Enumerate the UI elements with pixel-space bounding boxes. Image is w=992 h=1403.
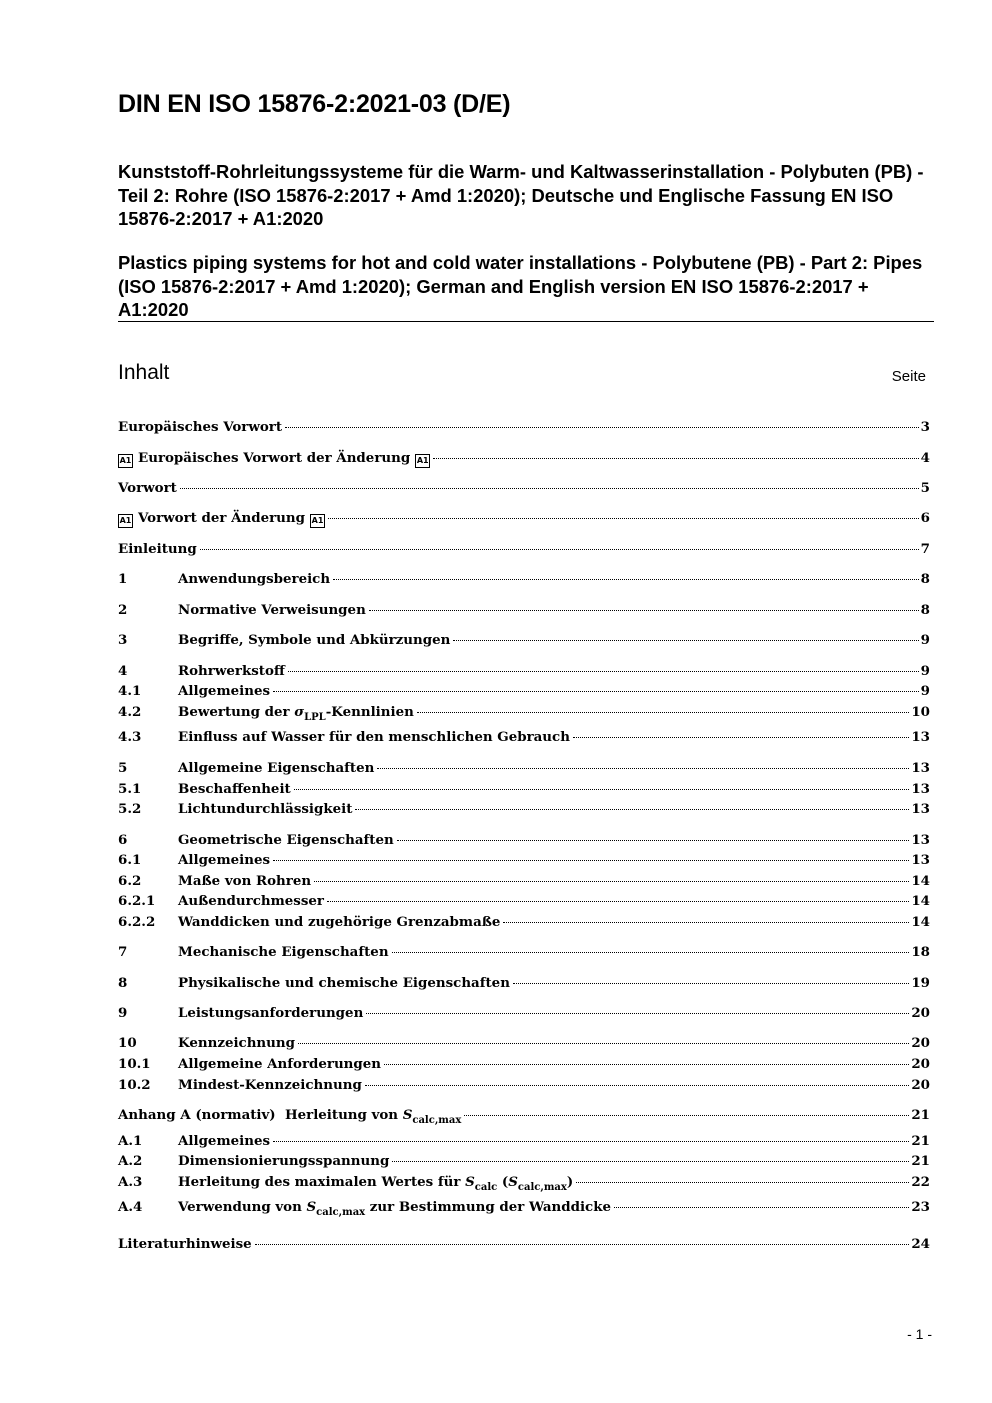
toc-leader-dots [377, 768, 909, 769]
toc-entry-page: 8 [920, 571, 930, 587]
toc-entry-number: 10.1 [118, 1056, 151, 1072]
toc-entry-number: 2 [118, 602, 128, 618]
toc-leader-dots [328, 518, 919, 519]
toc-entry-page: 20 [911, 1056, 930, 1072]
toc-entry-label: Allgemeines [178, 852, 271, 868]
toc-leader-dots [433, 458, 918, 459]
toc-entry-page: 24 [911, 1236, 930, 1252]
toc-entry-number: 5.1 [118, 781, 142, 797]
toc-leader-dots [464, 1115, 909, 1116]
toc-entry-number: 7 [118, 944, 128, 960]
amendment-start-icon: A1 [118, 514, 133, 528]
toc-entry-page: 13 [911, 801, 930, 817]
toc-entry-label: Maße von Rohren [178, 873, 312, 889]
toc-entry-label: Allgemeine Anforderungen [178, 1056, 382, 1072]
toc-entry-page: 22 [911, 1174, 930, 1190]
s-symbol: S [465, 1174, 475, 1190]
toc-entry-number: 1 [118, 571, 128, 587]
toc-entry-page: 20 [911, 1077, 930, 1093]
toc-entry-label: Geometrische Eigenschaften [178, 832, 394, 848]
toc-leader-dots [384, 1064, 909, 1065]
toc-entry-number: A.1 [118, 1133, 143, 1149]
toc-entry-label: Allgemeines [178, 683, 271, 699]
toc-entry-number: 10.2 [118, 1077, 151, 1093]
toc-entry-page: 23 [911, 1199, 930, 1215]
toc-entry-label: Beschaffenheit [178, 781, 291, 797]
toc-leader-dots [273, 1141, 909, 1142]
toc-leader-dots [288, 671, 919, 672]
toc-entry-2[interactable] [118, 599, 930, 621]
toc-leader-dots [513, 983, 909, 984]
amendment-end-icon: A1 [310, 514, 325, 528]
toc-entry-europaeisches-vorwort-aenderung[interactable] [118, 447, 930, 469]
toc-entry-10[interactable] [118, 1032, 930, 1054]
toc-entry-number: 4 [118, 663, 128, 679]
toc-leader-dots [369, 610, 919, 611]
toc-leader-dots [294, 789, 910, 790]
toc-entry-number: 4.1 [118, 683, 142, 699]
toc-leader-dots [327, 901, 909, 902]
toc-entry-7[interactable] [118, 941, 930, 963]
toc-entry-page: 19 [911, 975, 930, 991]
toc-entry-page: 20 [911, 1005, 930, 1021]
toc-entry-label: Außendurchmesser [178, 893, 324, 909]
toc-heading: Inhalt [118, 361, 170, 384]
toc-entry-9[interactable] [118, 1002, 930, 1024]
toc-entry-page: 21 [911, 1107, 930, 1123]
toc-entry-vorwort[interactable] [118, 477, 930, 499]
toc-entry-label: Wanddicken und zugehörige Grenzabmaße [178, 914, 501, 930]
toc-entry-label: Leistungsanforderungen [178, 1005, 364, 1021]
toc-entry-page: 13 [911, 781, 930, 797]
toc-entry-label: Allgemeines [178, 1133, 271, 1149]
toc-entry-1[interactable] [118, 568, 930, 590]
toc-entry-4-1[interactable] [118, 680, 930, 702]
toc-entry-6-2-1[interactable] [118, 890, 930, 912]
toc-entry-3[interactable] [118, 629, 930, 651]
toc-entry-page: 14 [911, 893, 930, 909]
toc-entry-6[interactable] [118, 829, 930, 851]
toc-entry-label: Vorwort [118, 480, 177, 496]
toc-entry-page: 9 [920, 632, 930, 648]
toc-entry-page: 9 [920, 683, 930, 699]
toc-entry-5[interactable] [118, 757, 930, 779]
toc-entry-page: 3 [920, 419, 930, 435]
toc-leader-dots [503, 922, 909, 923]
toc-entry-page: 14 [911, 873, 930, 889]
toc-entry-number: 9 [118, 1005, 128, 1021]
toc-leader-dots [614, 1207, 909, 1208]
toc-leader-dots [576, 1182, 909, 1183]
toc-entry-label: Anwendungsbereich [178, 571, 331, 587]
s-symbol: S [306, 1199, 317, 1215]
toc-entry-page: 18 [911, 944, 930, 960]
toc-leader-dots [333, 579, 919, 580]
toc-entry-label: Normative Verweisungen [178, 602, 366, 618]
toc-entry-page: 9 [920, 663, 930, 679]
toc-entry-number: 4.2 [118, 704, 142, 720]
toc-entry-4-2[interactable] [118, 701, 930, 723]
toc-entry-a-2[interactable] [118, 1150, 930, 1172]
toc-entry-number: A.4 [118, 1199, 143, 1215]
toc-entry-label: Physikalische und chemische Eigenschaften [178, 975, 510, 991]
toc-leader-dots [366, 1013, 909, 1014]
toc-entry-label: Vorwort der Änderung [138, 510, 306, 526]
toc-entry-europaeisches-vorwort[interactable] [118, 416, 930, 438]
toc-entry-10-1[interactable] [118, 1053, 930, 1075]
toc-entry-label: Herleitung des maximalen Wertes für $S_{calc}$ $(S_{calc,max})$ [178, 1174, 574, 1193]
toc-entry-5-1[interactable] [118, 778, 930, 800]
toc-entry-anhang-a[interactable] [118, 1104, 930, 1126]
toc-entry-page: 5 [920, 480, 930, 496]
toc-leader-dots [298, 1043, 909, 1044]
toc-entry-label: Verwendung von $S_{calc,max}$ zur Bestimmung der Wanddicke [178, 1199, 611, 1218]
toc-leader-dots [392, 952, 910, 953]
toc-entry-label: Allgemeine Eigenschaften [178, 760, 375, 776]
toc-entry-label: Lichtundurchlässigkeit [178, 801, 353, 817]
title-divider [118, 321, 934, 322]
toc-entry-number: A.3 [118, 1174, 143, 1190]
page-number: - 1 - [907, 1326, 932, 1342]
toc-entry-label: Mindest-Kennzeichnung [178, 1077, 362, 1093]
toc-leader-dots [573, 737, 909, 738]
toc-entry-page: 8 [920, 602, 930, 618]
toc-entry-number: 4.3 [118, 729, 142, 745]
toc-leader-dots [314, 881, 909, 882]
toc-entry-page: 13 [911, 729, 930, 745]
toc-leader-dots [365, 1085, 910, 1086]
toc-page-column-label: Seite [891, 368, 926, 385]
toc-entry-number: 5 [118, 760, 128, 776]
toc-entry-6-2-2[interactable] [118, 911, 930, 933]
toc-entry-a-1[interactable] [118, 1130, 930, 1152]
toc-entry-label: Kennzeichnung [178, 1035, 296, 1051]
toc-entry-6-2[interactable] [118, 870, 930, 892]
toc-entry-label: Literaturhinweise [118, 1236, 252, 1252]
toc-entry-a-4[interactable] [118, 1196, 930, 1218]
toc-entry-5-2[interactable] [118, 798, 930, 820]
toc-entry-a-3[interactable] [118, 1171, 930, 1193]
toc-entry-page: 4 [920, 450, 930, 466]
toc-entry-4-3[interactable] [118, 726, 930, 748]
toc-entry-8[interactable] [118, 972, 930, 994]
amendment-end-icon: A1 [415, 454, 430, 468]
toc-entry-label: Mechanische Eigenschaften [178, 944, 389, 960]
toc-entry-label: Europäisches Vorwort [118, 419, 283, 435]
toc-entry-vorwort-aenderung[interactable] [118, 507, 930, 529]
toc-entry-number: 6.2 [118, 873, 142, 889]
toc-entry-number: 6.2.1 [118, 893, 156, 909]
toc-leader-dots [273, 691, 919, 692]
toc-entry-number: 6.2.2 [118, 914, 156, 930]
toc-entry-label: Rohrwerkstoff [178, 663, 285, 679]
amendment-start-icon: A1 [118, 454, 133, 468]
toc-entry-einleitung[interactable] [118, 538, 930, 560]
toc-entry-page: 6 [920, 510, 930, 526]
toc-entry-4[interactable] [118, 660, 930, 682]
toc-entry-label: Bewertung der $\sigma_{LPL}$-Kennlinien [178, 704, 414, 723]
toc-entry-label: Einleitung [118, 541, 197, 557]
toc-entry-page: 7 [920, 541, 930, 557]
document-number: DIN EN ISO 15876-2:2021-03 (D/E) [118, 90, 511, 118]
s-symbol: S [402, 1107, 413, 1123]
toc-entry-label: Begriffe, Symbole und Abkürzungen [178, 632, 451, 648]
toc-entry-number: 8 [118, 975, 128, 991]
toc-entry-number: 5.2 [118, 801, 142, 817]
toc-entry-10-2[interactable] [118, 1074, 930, 1096]
toc-leader-dots [273, 860, 909, 861]
toc-leader-dots [397, 840, 910, 841]
toc-entry-page: 14 [911, 914, 930, 930]
toc-entry-label: Anhang A (normativ) Herleitung von $S_{calc,max}$ [118, 1107, 462, 1126]
sigma-symbol: σ [294, 704, 305, 720]
s-symbol: S [508, 1174, 518, 1190]
toc-entry-page: 13 [911, 832, 930, 848]
toc-leader-dots [355, 809, 909, 810]
toc-entry-page: 10 [911, 704, 930, 720]
toc-entry-number: 3 [118, 632, 128, 648]
toc-entry-number: 6.1 [118, 852, 142, 868]
toc-entry-page: 21 [911, 1153, 930, 1169]
toc-entry-page: 13 [911, 760, 930, 776]
title-english: Plastics piping systems for hot and cold water installations - Polybutene (PB) - Part 2: Pipes (ISO 15876-2:2017 + Amd 1:2020); German and English version EN ISO 15876-2:2017 + A1:2020 [118, 252, 923, 320]
title-german: Kunststoff-Rohrleitungssysteme für die Warm- und Kaltwasserinstallation - Polybuten (PB) - Teil 2: Rohre (ISO 15876-2:2017 + Amd 1:2020); Deutsche und Englische Fassung EN ISO 15876-2:2017 + A1:2020 [118, 161, 924, 229]
toc-entry-label: Europäisches Vorwort der Änderung [138, 450, 411, 466]
toc-leader-dots [392, 1161, 909, 1162]
toc-entry-label: Einfluss auf Wasser für den menschlichen Gebrauch [178, 729, 570, 745]
toc-entry-number: 6 [118, 832, 128, 848]
toc-entry-number: 10 [118, 1035, 137, 1051]
toc-entry-page: 20 [911, 1035, 930, 1051]
toc-entry-6-1[interactable] [118, 849, 930, 871]
toc-leader-dots [453, 640, 918, 641]
toc-leader-dots [285, 427, 919, 428]
toc-entry-number: A.2 [118, 1153, 143, 1169]
toc-leader-dots [417, 712, 910, 713]
toc-entry-literaturhinweise[interactable] [118, 1233, 930, 1255]
toc-entry-page: 13 [911, 852, 930, 868]
toc-entry-label: Dimensionierungsspannung [178, 1153, 390, 1169]
toc-leader-dots [180, 488, 919, 489]
toc-leader-dots [255, 1244, 910, 1245]
toc-entry-page: 21 [911, 1133, 930, 1149]
toc-leader-dots [200, 549, 919, 550]
